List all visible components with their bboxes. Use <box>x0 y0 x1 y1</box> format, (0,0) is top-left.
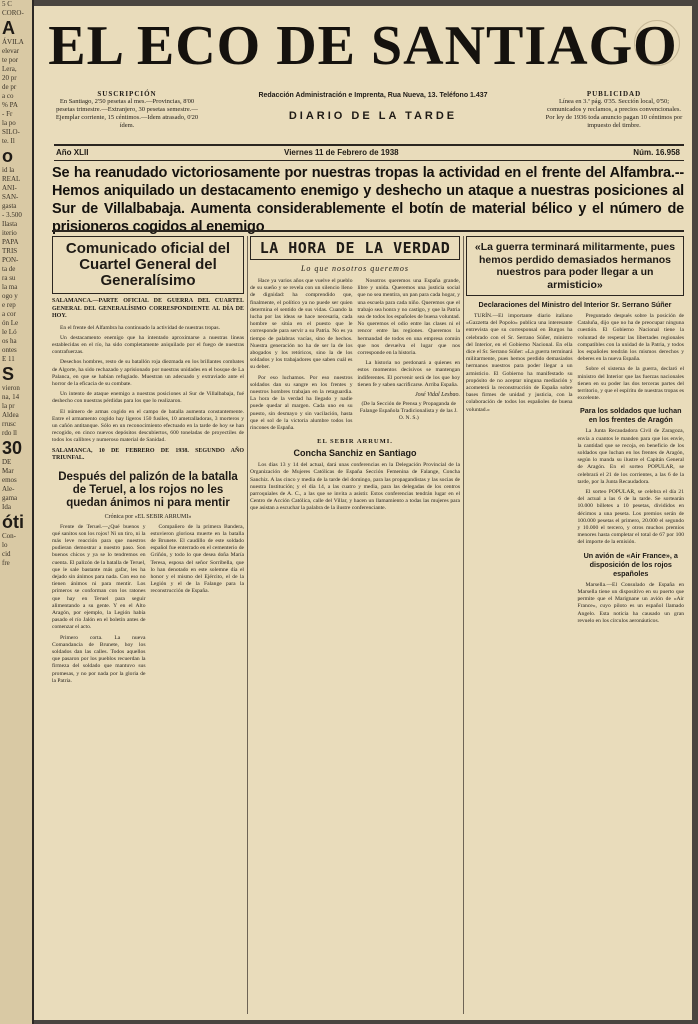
subscription-box <box>52 90 202 130</box>
soldados-title: Para los soldados que luchan en los frentes de Aragón <box>580 406 682 425</box>
left-strip-fragment: ogo y <box>2 292 18 300</box>
column-divider <box>463 236 464 1014</box>
editorial-address: Redacción Administración e Imprenta, Rua Nueva, 13. Teléfono 1.437 <box>258 92 488 99</box>
newspaper-page <box>34 6 692 1020</box>
subscription-label: SUSCRIPCIÓN <box>97 90 157 98</box>
left-strip-fragment: vieron <box>2 384 20 392</box>
left-strip-fragment: - Fr <box>2 110 13 118</box>
left-strip-big-fragment: óti <box>2 512 24 532</box>
left-strip-fragment: % PA <box>2 101 18 109</box>
left-strip-fragments <box>0 0 32 568</box>
article-paragraph: La Junta Recaudadora Civil de Zaragoza, envía a cuantos le manden para que los envíe, la cantidad que se recoja, en beneficio de los soldados que luchan en los frentes de Aragón, según lo manda su ilustre el Capitán General de Aragón. En el sorteo POPULAR, se celebrará el 21 de los corrientes, a las 6 de la tarde, por la Junta Recaudadora. <box>577 428 684 485</box>
advertising-box <box>544 90 684 130</box>
left-strip-fragment: iterio <box>2 229 17 237</box>
communique-paragraph: Un intento de ataque enemigo a nuestras posiciones al Sur de Villalbabaja, fué deshecho con nuestras pérdidas para los que lo realizaron. <box>52 391 244 405</box>
main-headline: Se ha reanudado victoriosamente por nuestras tropas la actividad en el frente del Alfambra.--Hemos aniquilado un destacamento enemigo y deshecho un ataque a nuestras posiciones al Sur de Villalbabaja. Aumenta considerablemente el botín de material bélico y el número de prisioneros cogidos al enemigo <box>52 165 684 235</box>
communique-paragraph: El número de armas cogido en el campo de batalla aumenta constantemente. Entre el armamento cogido hay ligeros 150 fusiles, 10 ametralladoras, 3 morteros y un cañón antitanque. Sólo en un reconocimiento efectuado en la tarde de hoy se han recogido, en cinco nuevos depósitos descubiertos, 600 toneladas de proyectiles de todos los calibres y numeroso material de Sanidad. <box>52 408 244 444</box>
left-strip-fragment: na, 14 <box>2 393 20 401</box>
left-strip-fragment: Ida <box>2 503 11 511</box>
issue-number: Núm. 16.958 <box>633 148 680 157</box>
serrano-quote-title: «La guerra terminará militarmente, pues hemos perdido demasiados hermanos nuestros para poder llegar a un armisticio» <box>466 236 684 296</box>
left-strip-fragment: lo <box>2 541 8 549</box>
left-strip-big-fragment: S <box>2 364 15 384</box>
article-paragraph: Nosotros queremos una España grande, libre y unida. Queremos una justicia social que no sea mentira, un pan para cada hogar, y una escuela para cada niño. Queremos que el trabajo sea honra y no castigo, y que la Patria sea de todos los españoles de buena voluntad. No queremos el odio entre las clases ni el rencor entre las regiones. Queremos la hermandad de todos en una empresa común que nos devuelva el lugar que nos corresponde en la historia. <box>357 278 460 357</box>
newspaper-subtitle: DIARIO DE LA TARDE <box>288 110 458 122</box>
avion-title: Un avión de «Air France», a disposición de los rojos españoles <box>583 550 678 578</box>
left-strip-fragment: te. Il <box>2 137 15 145</box>
column-right <box>466 236 684 1014</box>
concha-article-title: Concha Sanchiz en Santiago <box>293 448 417 459</box>
left-strip-big-fragment: A <box>2 18 15 38</box>
left-strip-fragment: CORO- <box>2 9 24 17</box>
left-strip-fragment: la pr <box>2 402 15 410</box>
left-strip-fragment: SAN- <box>2 193 19 201</box>
left-strip-fragment: ANI- <box>2 184 17 192</box>
left-strip-fragment: Ilasta <box>2 220 18 228</box>
communique-closing: SALAMANCA, 10 DE FEBRERO DE 1938. SEGUNDO AÑO TRIUNFAL. <box>52 447 244 462</box>
left-strip-fragment: ón Le <box>2 319 19 327</box>
left-strip-fragment: REAL <box>2 175 21 183</box>
issue-date: Viernes 11 de Febrero de 1938 <box>284 148 399 157</box>
masthead <box>34 6 692 98</box>
left-strip-fragment: cid <box>2 550 11 558</box>
teruel-article-body <box>52 524 244 688</box>
column-left <box>52 236 244 1014</box>
left-strip-big-fragment: 30 <box>2 438 23 458</box>
left-strip-fragment: la po <box>2 119 16 127</box>
article-paragraph: TURÍN.—El importante diario italiano «Gazzetta del Popolo» publica una interesante entrevista que su corresponsal en Burgos ha celebrado con el Sr. Serrano Súñer, ministro del Interior, en el Gobierno Nacional. En ella dice el Sr. Serrano Súñer: «La guerra terminará militarmente, pues hemos perdido demasiados hermanos nuestros para poder llegar a un armisticio. El Gobierno ha manifestado su propósito de no aceptar ninguna mediación y acometerá la reconstrucción de España sobre bases firmes de unidad y justicia, con la colaboración de todos los españoles de buena voluntad.» <box>466 313 573 413</box>
signature-note: (De la Sección de Prensa y Propaganda de Falange Española Tradicionalista y de las J. O. N. S.) <box>359 401 458 422</box>
hora-verdad-subtitle: Lo que nosotros queremos <box>300 264 410 273</box>
article-paragraph: Sobre el sistema de la guerra, declaró el ministro del Interior que las fuerzas nacionales tienen en su poder las dos terceras partes del territorio, y que el espíritu de nuestras tropas es excelente. <box>577 366 684 402</box>
left-strip-fragment: os ha <box>2 337 17 345</box>
left-strip-fragment: Ale- <box>2 485 15 493</box>
issue-year: Año XLII <box>56 148 89 157</box>
hora-verdad-body <box>250 278 460 435</box>
left-strip-fragment: PON- <box>2 256 19 264</box>
newspaper-title: EL ECO DE SANTIAGO <box>48 15 678 77</box>
headline-rule <box>52 230 684 232</box>
left-strip-fragment: ta de <box>2 265 16 273</box>
hora-verdad-title: LA HORA DE LA VERDAD <box>250 236 460 260</box>
communique-paragraph: En el frente del Alfambra ha continuado la actividad de nuestras tropas. <box>60 324 220 331</box>
article-paragraph: Primero corta. La nueva Comandancia de Brunete, hoy los soldados dan las calles. Todos aquellos que pasaron por los pueblos recuerdan la firmeza del soldado que mantuvo sus promesas, y no por nada por la gloria de la Patria. <box>52 634 146 684</box>
left-strip-fragment: e rep <box>2 301 16 309</box>
article-paragraph: Marsella.—El Consulado de España en Marsella tiene un dispositivo en su puerto que permite que el Marignane un avión de «Air France», cuyo piloto es un español llamado Angelo. Esta noticia ha causado un gran revuelo en los círculos aeronáuticos. <box>577 581 684 624</box>
left-strip-fragment: emos <box>2 476 17 484</box>
left-strip-fragment: rdo ll <box>2 429 17 437</box>
left-strip-fragment: - 3.500 <box>2 211 22 219</box>
left-strip-fragment: Lera, <box>2 65 17 73</box>
article-paragraph: Frente de Teruel.—¿Qué buenos y qué sanitos son los rojos! Ni un tiro, ni la más leve reacción para que nuestros pudieran demostrar a nuestro paso. Son buenos chicos y ya se lo tendremos en cuenta. El palizón de la batalla de Teruel, que le sale bastante más gafar, les ha dejado sin ánimos para nada. Con eso no tienen ánimos ni para mentir. Los primeros se conforman con los ratones que hay en Teruel para seguir alimentando a su gente. Y en el Alto Aragón, por ejemplo, la Legión había pasado el río Jalón en el boletín antes de comenzar el acto. <box>52 523 146 631</box>
left-strip-fragment: Con- <box>2 532 16 540</box>
column-center <box>250 236 460 1014</box>
left-strip-fragment: PAPA <box>2 238 19 246</box>
concha-article-text: Los días 13 y 14 del actual, dará unas conferencias en la Delegación Provincial de la Organización de Mujeres Católicas de España Sección Femenina de Falange, Concha Sanchiz. A las cinco y media de la tarde del domingo, para las propagandistas y las socias de nuestra Institución; y el día 14, a las cuatro y media, para las delegadas de los centros parroquiales de A. C., a las que se invita a asistir. Estos conferencias tendrán lugar en el Centro de Acción Católica, calle del Villar, y hacen un llamamiento a todas las mujeres para que asistan a escuchar la palabra de la ilustre conferenciante. <box>250 462 460 512</box>
left-strip-fragment: la ma <box>2 283 18 291</box>
column-divider <box>247 236 248 1014</box>
article-paragraph: Por eso luchamos. Por eso nuestros soldados dan su sangre en los frentes y nuestros hombres trabajan en la retaguardia. La hora de la verdad ha llegado y nadie puede quedar al margen. Cada uno en su puesto, sin desmayo y sin vacilación, hasta que el sol de la victoria alumbre todos los rincones de España. <box>250 374 353 432</box>
left-page-edge <box>0 0 34 1024</box>
left-strip-fragment: a co <box>2 92 14 100</box>
left-strip-fragment: le Ló <box>2 328 17 336</box>
teruel-article-byline: Crónica por «EL SEBIR ARRUMI» <box>104 513 192 520</box>
communique-paragraph: Desechos hombres, resto de su batallón roja diezmada en los brillantes combates de Algorte, ha sido rechazado y aprisionado por nuestras unidades en el bosque de La Palanca, en que se habían refugiado. Muestran un adecuado y extraviado ante el horror de la eficacia de su combate. <box>52 359 244 387</box>
left-strip-fragment: fre <box>2 559 10 567</box>
communique-paragraph: Un destacamento enemigo que ha intentado aproximarse a nuestras líneas establecidas en el río, ha sido completamente aniquilado por el fuego de nuestras contrafuerzas. <box>52 334 244 356</box>
left-strip-fragment: TRIS <box>2 247 18 255</box>
left-strip-fragment: ra su <box>2 274 16 282</box>
declaraciones-body <box>466 313 684 628</box>
left-strip-fragment: 5 C <box>2 0 12 8</box>
left-strip-fragment: DE <box>2 458 12 466</box>
communique-lead: SALAMANCA.—PARTE OFICIAL DE GUERRA DEL CUARTEL GENERAL DEL GENERALÍSIMO CORRESPONDIENTE AL DÍA DE HOY. <box>52 298 244 319</box>
declaraciones-title: Declaraciones del Ministro del Interior Sr. Serrano Súñer <box>478 300 672 309</box>
teruel-article-signature: EL SEBIR ARRUMI. <box>317 438 393 446</box>
dateline-bar <box>54 144 684 161</box>
library-stamp-icon <box>634 20 680 66</box>
teruel-article-title: Después del palizón de la batalla de Teruel, a los rojos no les quedan ánimos ni para mentir <box>58 470 238 509</box>
left-strip-fragment: 20 pr <box>2 74 17 82</box>
left-strip-fragment: te por <box>2 56 19 64</box>
left-strip-fragment: id la <box>2 166 15 174</box>
left-strip-big-fragment: o <box>2 146 13 166</box>
subscription-text: En Santiago, 2'50 pesetas al mes.—Provincias, 8'00 pesetas trimestre.—Extranjero, 30 pesetas semestre.—Ejemplar corriente, 15 céntimos.—Idem atrasado, 0'20 ídem. <box>55 98 199 129</box>
left-strip-fragment: gasta <box>2 202 17 210</box>
left-strip-fragment: de pr <box>2 83 17 91</box>
left-strip-fragment: elevar <box>2 47 20 55</box>
left-strip-fragment: E 11 <box>2 355 15 363</box>
article-paragraph: El sorteo POPULAR, se celebra el día 21 del actual a las 6 de la tarde. Se sortearán 10.000 billetes a 10 pesetas, divididos en décimos a una peseta. Los premios serán de 100.000 pesetas el primero, 20.000 el segundo y 10.000 el tercero, y otros muchos premios menores hasta completar el total de 67 por 100 del importe de la emisión. <box>577 489 684 546</box>
left-strip-fragment: gama <box>2 494 18 502</box>
advertising-text: Línea en 3.ª pág. 0'35. Sección local, 0'50; comunicados y reclamos, a precios convencionales. Por ley de 1936 toda anuncio pagan 10 céntimos por impuesto del timbre. <box>545 98 683 129</box>
article-paragraph: Preguntado después sobre la posición de Cataluña, dijo que no ha de preocupar ninguna cuestión. El Gobierno Nacional tiene la voluntad de respetar las libertades regionales compatibles con la unidad de la Patria, y todos los españoles tendrán los mismos derechos y deberes en la nueva España. <box>577 313 684 363</box>
article-paragraph: Hace ya varios años que vuelve el pueblo de su sueño y se revela con un silencio lleno de dignidad: ha comprendido que, finalmente, el político ya no puede ser quien determina el sentido de sus vidas. Cuando la lucha por las ideas se hace necesaria, cada hombre se sitúa en el puesto que le corresponde para servir a su Patria. No es ya tiempo de palabras vacías, sino de hechos. Nuestra generación no ha de ser la de los abogados y los retóricos, sino la de los soldados y los trabajadores que saben cuál es su deber. <box>250 278 353 371</box>
left-strip-fragment: Mar <box>2 467 14 475</box>
left-strip-fragment: ÁVILA <box>2 38 24 46</box>
advertising-label: PUBLICIDAD <box>586 90 642 98</box>
left-strip-fragment: rrusc <box>2 420 16 428</box>
left-strip-fragment: ontes <box>2 346 17 354</box>
left-strip-fragment: a cor <box>2 310 16 318</box>
left-strip-fragment: Aldea <box>2 411 19 419</box>
left-strip-fragment: SILO- <box>2 128 20 136</box>
article-paragraph: Compañero de la primera Bandera, estuvieron gloriosa muerte en la batalla de Brunete. El caudillo de este soldado español fue enterrado en el cementerio de Griñón, y todo lo que desea doña María Teresa, esposa del señor Sorribella, que lo han denotado en este solemne día el honor y el mismo del Ejército, el de la Legión y el de la Falange para la reconstrucción de España. <box>150 523 244 595</box>
communique-title: Comunicado oficial del Cuartel General del Generalísimo <box>52 236 244 294</box>
article-paragraph: La historia no perdonará a quienes en estos momentos decisivos se mantengan indiferentes. El porvenir será de los que hoy tienen fe y saben sacrificarse. Arriba España. <box>357 360 460 388</box>
article-signature: José Vidal Lesbao. <box>414 392 460 399</box>
